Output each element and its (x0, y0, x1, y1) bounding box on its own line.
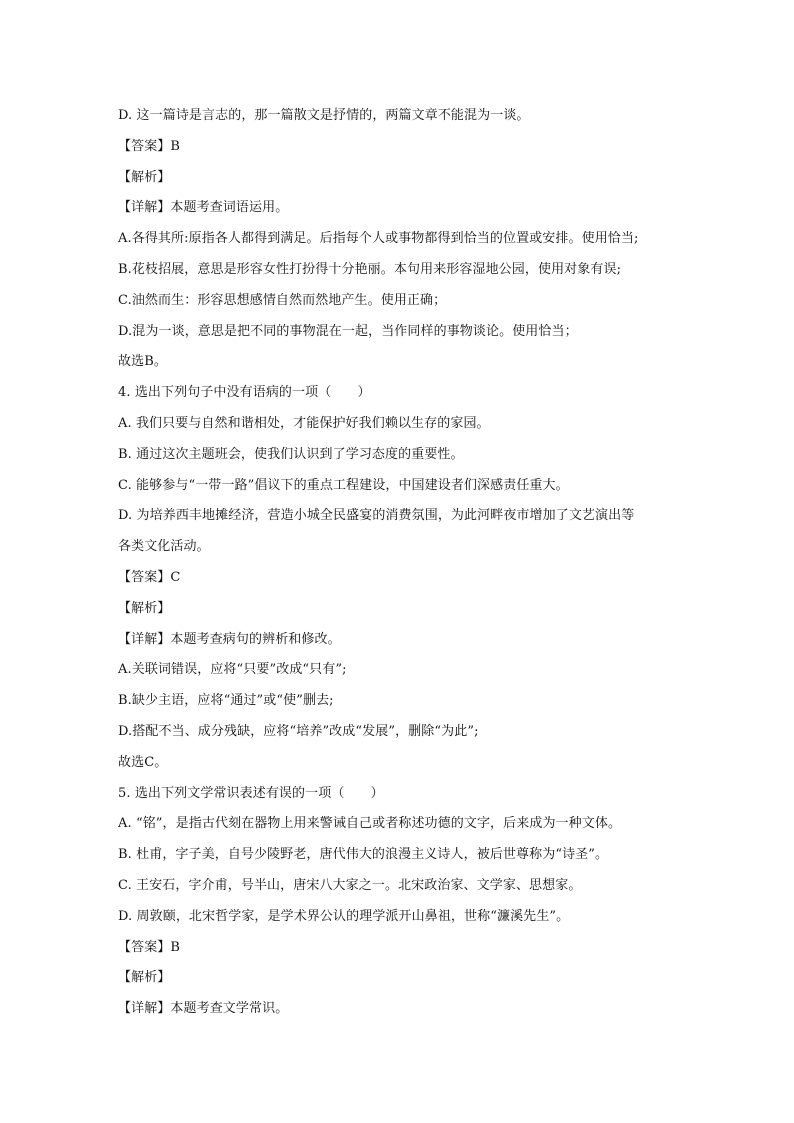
option-c-q4: C. 能够参与“一带一路”倡议下的重点工程建设，中国建设者们深感责任重大。 (118, 477, 569, 493)
detail-a-q3: A.各得其所:原指各人都得到满足。后指每个人或事物都得到恰当的位置或安排。使用恰当; (118, 231, 639, 247)
answer-label-q3: 【答案】B (118, 138, 181, 154)
answer-label-q5: 【答案】B (118, 939, 181, 955)
conclusion-q3: 故选B。 (118, 354, 167, 370)
option-d-q5: D. 周敦颐，北宋哲学家，是学术界公认的理学派开山鼻祖，世称“濂溪先生”。 (118, 908, 570, 924)
analysis-label-q4: 【解析】 (118, 600, 171, 616)
document-page (118, 101, 688, 1025)
analysis-label-q5: 【解析】 (118, 970, 171, 986)
detail-c-q3: C.油然而生：形容思想感情自然而然地产生。使用正确； (118, 292, 447, 308)
option-c-q5: C. 王安石，字介甫，号半山，唐宋八大家之一。北宋政治家、文学家、思想家。 (118, 877, 582, 893)
detail-b-q4: B.缺少主语，应将“通过”或“使”删去; (118, 693, 334, 709)
option-d-q4: D. 为培养西丰地摊经济，营造小城全民盛宴的消费氛围，为此河畔夜市增加了文艺演出等 (118, 508, 635, 524)
detail-intro-q3: 【详解】本题考查词语运用。 (118, 200, 289, 216)
option-a-q5: A. “铭”，是指古代刻在器物上用来警诫自己或者称述功德的文字，后来成为一种文体。 (118, 816, 622, 832)
detail-intro-q5: 【详解】本题考查文学常识。 (118, 1001, 289, 1017)
answer-label-q4: 【答案】C (118, 569, 181, 585)
analysis-label-q3: 【解析】 (118, 169, 171, 185)
question-5-stem: 5. 选出下列文学常识表述有误的一项（ ） (118, 785, 384, 801)
option-a-q4: A. 我们只要与自然和谐相处，才能保护好我们赖以生存的家园。 (118, 415, 490, 431)
option-b-q4: B. 通过这次主题班会，使我们认识到了学习态度的重要性。 (118, 446, 464, 462)
question-4-stem: 4. 选出下列句子中没有语病的一项（ ） (118, 385, 371, 401)
detail-d-q4: D.搭配不当、成分残缺，应将“培养”改成“发展”，删除“为此”; (118, 723, 479, 739)
option-b-q5: B. 杜甫，字子美，自号少陵野老，唐代伟大的浪漫主义诗人，被后世尊称为“诗圣”。 (118, 847, 609, 863)
detail-b-q3: B.花枝招展，意思是形容女性打扮得十分艳丽。本句用来形容湿地公园，使用对象有误; (118, 261, 622, 277)
detail-d-q3: D.混为一谈，意思是把不同的事物混在一起，当作同样的事物谈论。使用恰当； (118, 323, 578, 339)
conclusion-q4: 故选C。 (118, 754, 168, 770)
option-d-q3: D. 这一篇诗是言志的，那一篇散文是抒情的，两篇文章不能混为一谈。 (118, 108, 530, 123)
detail-intro-q4: 【详解】本题考查病句的辨析和修改。 (118, 631, 341, 647)
option-d-q4-continued: 各类文化活动。 (118, 539, 210, 555)
detail-a-q4: A.关联词错误，应将“只要”改成“只有”; (118, 662, 347, 678)
